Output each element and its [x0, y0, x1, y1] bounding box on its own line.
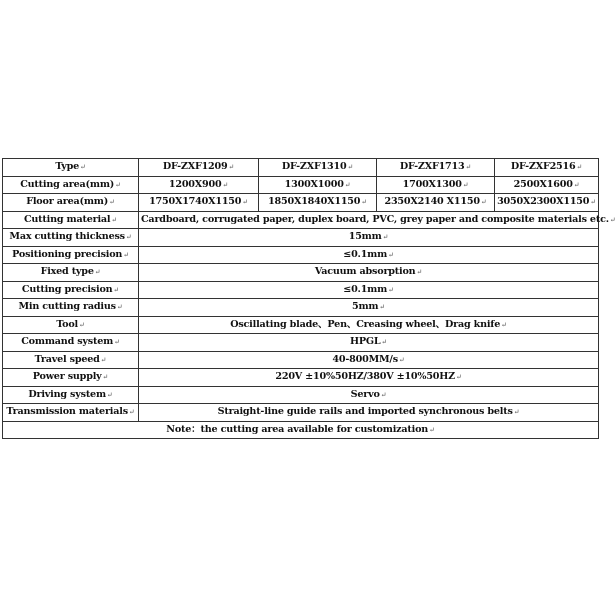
table-row	[3, 229, 599, 247]
cell-value: 1750X1740X1150↵	[139, 194, 259, 212]
cell-value: 3050X2300X1150↵	[495, 194, 599, 212]
row-label-type: Type↵	[3, 159, 139, 177]
cell-value: ≤0.1mm↵	[139, 246, 599, 264]
model-name: DF-ZXF1209↵	[139, 159, 259, 177]
cell-value: 2500X1600↵	[495, 176, 599, 194]
cell-value: 2350X2140 X1150↵	[377, 194, 495, 212]
row-label: Tool↵	[3, 316, 139, 334]
table-row	[3, 404, 599, 422]
model-name: DF-ZXF2516↵	[495, 159, 599, 177]
cell-value: 1700X1300↵	[377, 176, 495, 194]
cell-value: ≤0.1mm↵	[139, 281, 599, 299]
table-row	[3, 316, 599, 334]
row-label: Max cutting thickness↵	[3, 229, 139, 247]
cell-value: 5mm↵	[139, 299, 599, 317]
table-row	[3, 299, 599, 317]
row-label: Floor area(mm)↵	[3, 194, 139, 212]
table-row	[3, 246, 599, 264]
cell-value: Cardboard, corrugated paper, duplex board, PVC, grey paper and composite materials etc.↵	[139, 211, 599, 229]
model-name: DF-ZXF1310↵	[259, 159, 377, 177]
table-note: Note：the cutting area available for customization↵	[3, 421, 599, 439]
cell-value: 220V ±10%50HZ/380V ±10%50HZ↵	[139, 369, 599, 387]
cell-value: Vacuum absorption↵	[139, 264, 599, 282]
cell-value: 1300X1000↵	[259, 176, 377, 194]
cell-value: 40-800MM/s↵	[139, 351, 599, 369]
row-label: Positioning precision↵	[3, 246, 139, 264]
row-label: Travel speed↵	[3, 351, 139, 369]
cell-value: HPGL↵	[139, 334, 599, 352]
row-label: Cutting material↵	[3, 211, 139, 229]
row-label: Driving system↵	[3, 386, 139, 404]
cell-value: Oscillating blade、Pen、Creasing wheel、Drag knife↵	[139, 316, 599, 334]
cell-value: Servo↵	[139, 386, 599, 404]
row-label: Cutting area(mm)↵	[3, 176, 139, 194]
table-row-type	[3, 159, 599, 177]
table-row	[3, 264, 599, 282]
row-label: Command system↵	[3, 334, 139, 352]
row-label: Fixed type↵	[3, 264, 139, 282]
table-row	[3, 334, 599, 352]
row-label: Transmission materials↵	[3, 404, 139, 422]
model-name: DF-ZXF1713↵	[377, 159, 495, 177]
table-row	[3, 351, 599, 369]
table-row	[3, 369, 599, 387]
spec-table	[2, 158, 616, 439]
table-row	[3, 281, 599, 299]
table-row	[3, 386, 599, 404]
table-row	[3, 211, 599, 229]
table-row-cutting-area	[3, 176, 599, 194]
cell-value: 1200X900↵	[139, 176, 259, 194]
cell-value: 1850X1840X1150↵	[259, 194, 377, 212]
row-label: Cutting precision↵	[3, 281, 139, 299]
table-row-note	[3, 421, 599, 439]
row-label: Min cutting radius↵	[3, 299, 139, 317]
row-label: Power supply↵	[3, 369, 139, 387]
cell-value: 15mm↵	[139, 229, 599, 247]
cell-value: Straight-line guide rails and imported synchronous belts↵	[139, 404, 599, 422]
table-row-floor-area	[3, 194, 599, 212]
